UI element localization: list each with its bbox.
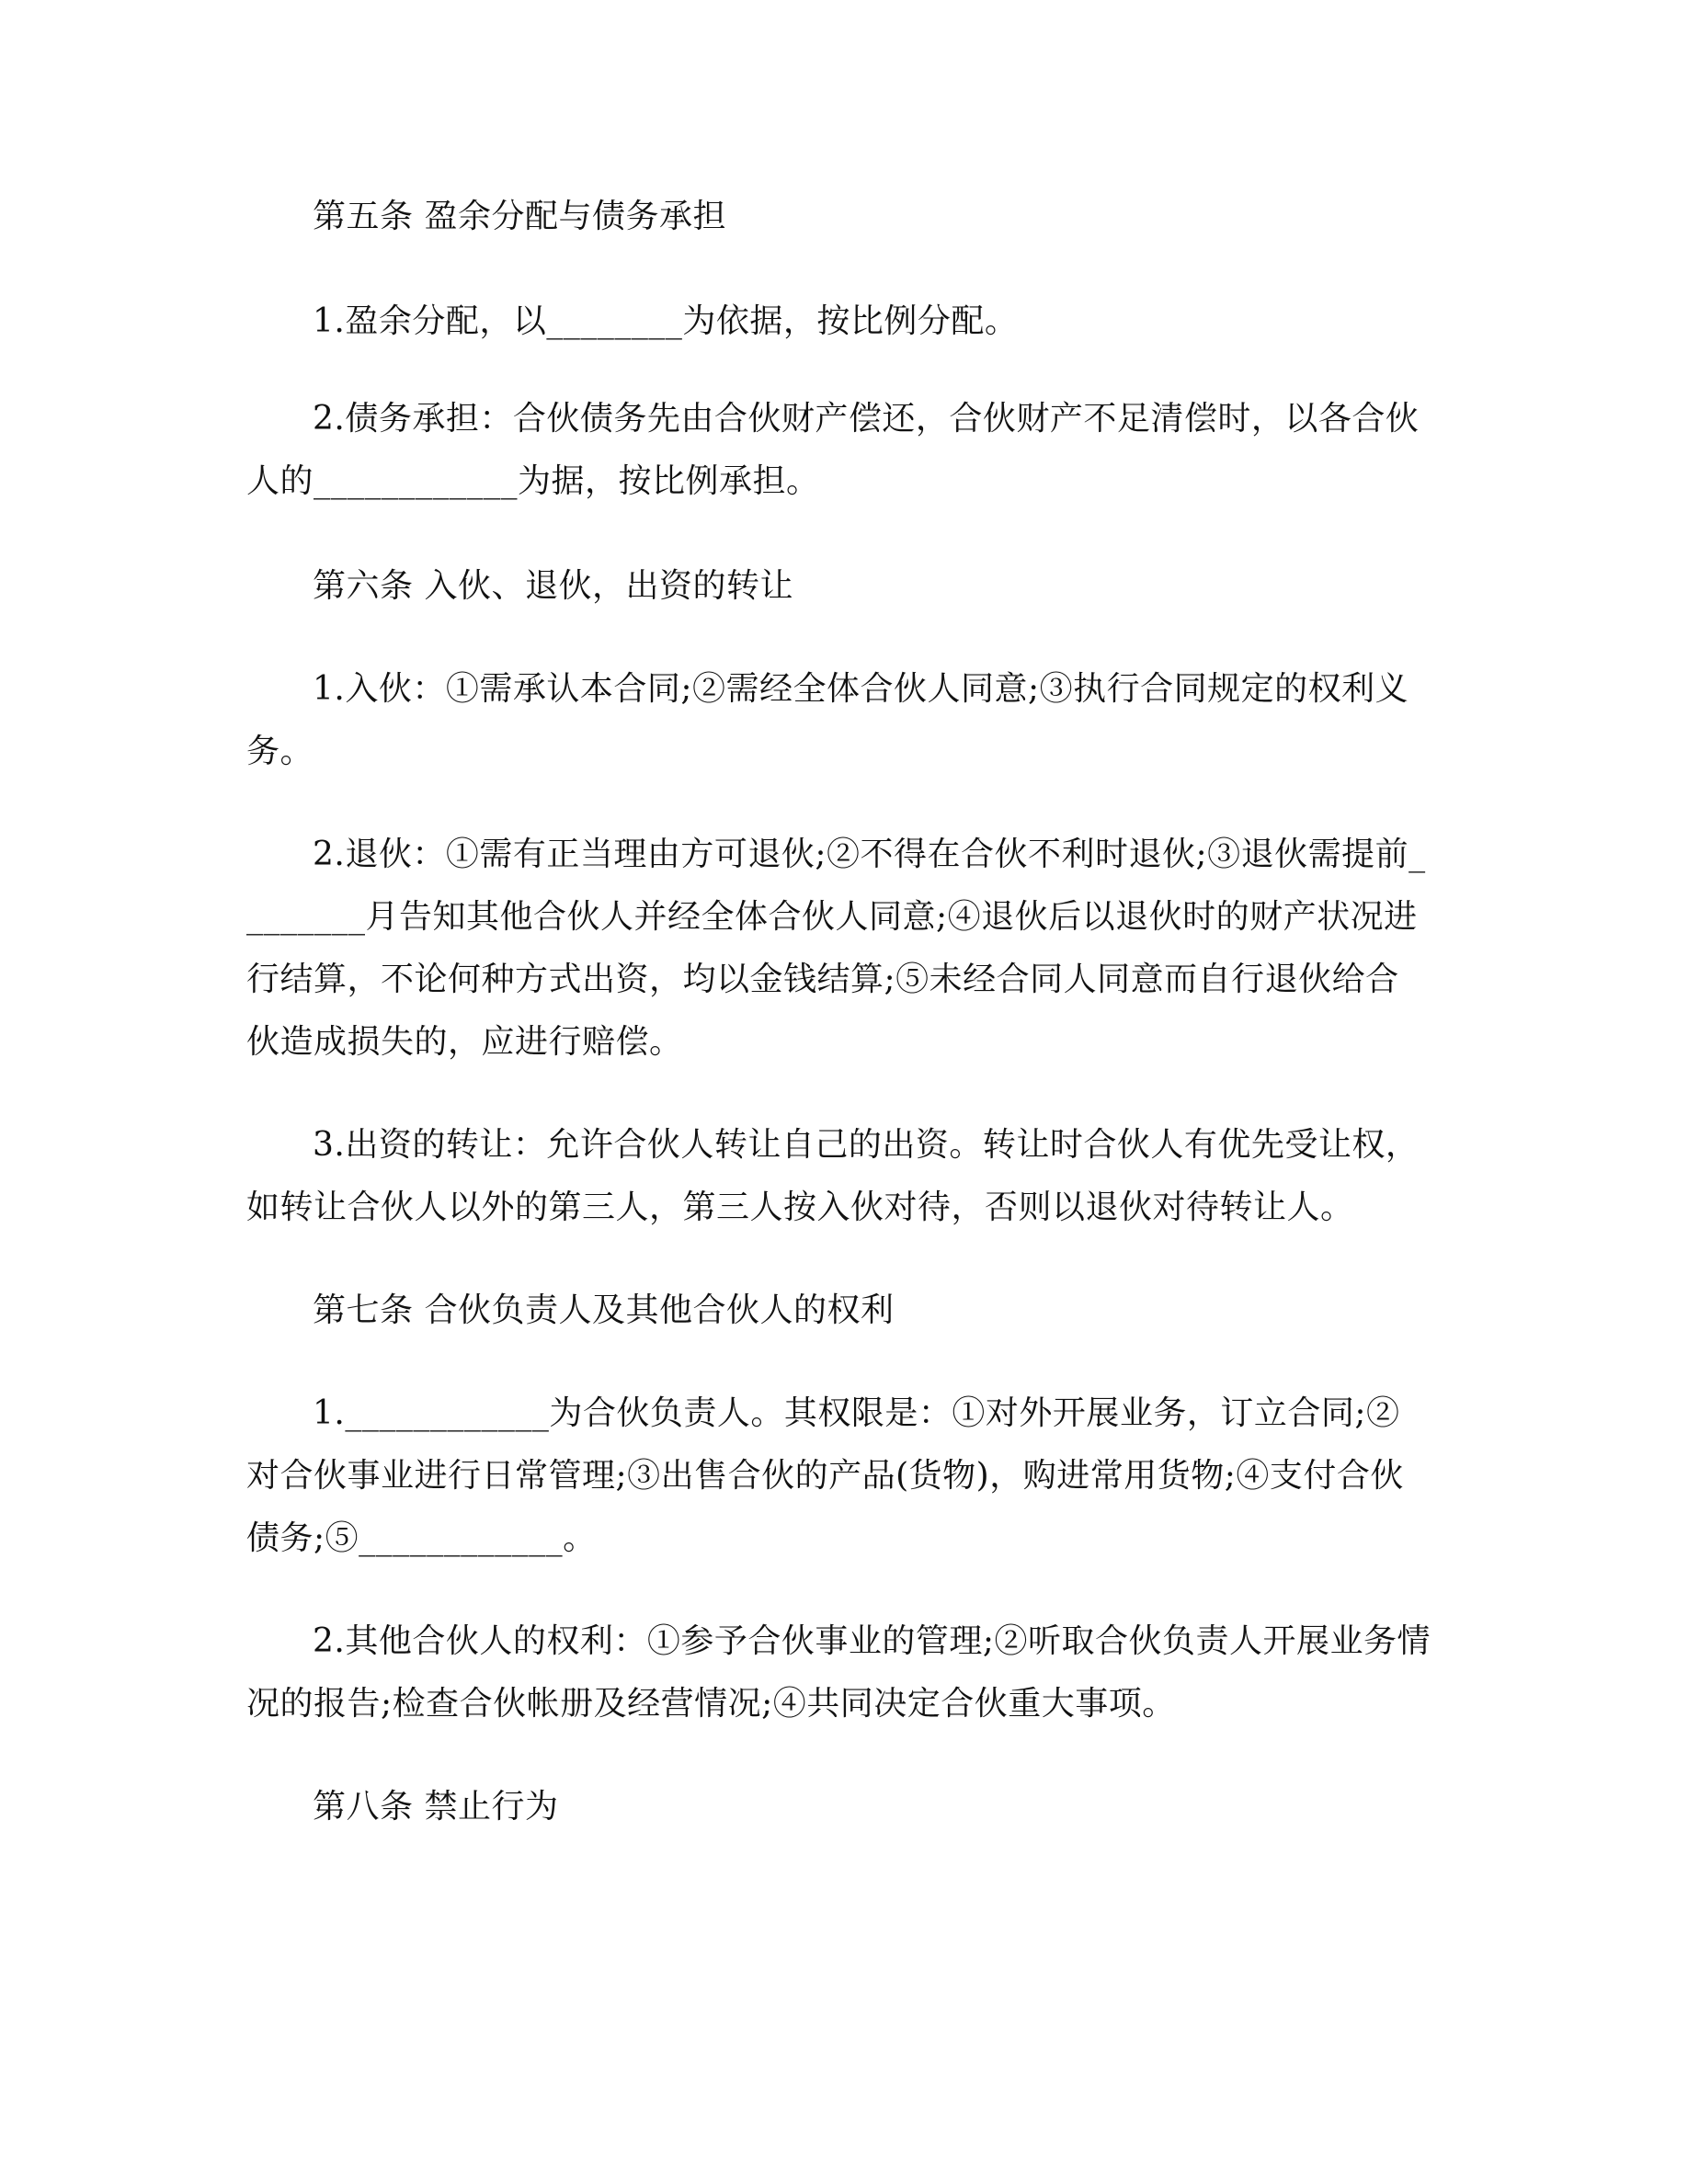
article-7-item-2: 2.其他合伙人的权利：①参予合伙事业的管理;②听取合伙负责人开展业务情况的报告;检查合伙帐册及经营情况;④共同决定合伙重大事项。 — [246, 1622, 1431, 1723]
article-7-item-1: 1.____________为合伙负责人。其权限是：①对外开展业务，订立合同;②对合伙事业进行日常管理;③出售合伙的产品(货物)，购进常用货物;④支付合伙债务;⑤____________。 — [246, 1394, 1404, 1557]
article-6-item-3: 3.出资的转让：允许合伙人转让自己的出资。转让时合伙人有优先受让权，如转让合伙人以外的第三人，第三人按入伙对待，否则以退伙对待转让人。 — [246, 1126, 1420, 1226]
article-5-item-1: 1.盈余分配，以________为依据，按比例分配。 — [313, 302, 1019, 340]
article-6-item-1: 1.入伙：①需承认本合同;②需经全体合伙人同意;③执行合同规定的权利义务。 — [246, 670, 1409, 770]
article-5-heading: 第五条 盈余分配与债务承担 — [313, 198, 726, 235]
article-7-heading: 第七条 合伙负责人及其他合伙人的权利 — [313, 1291, 895, 1329]
article-6-item-2: 2.退伙：①需有正当理由方可退伙;②不得在合伙不利时退伙;③退伙需提前________月告知其他合伙人并经全体合伙人同意;④退伙后以退伙时的财产状况进行结算，不论何种方式出资，均以金钱结算;⑤未经合同人同意而自行退伙给合伙造成损失的，应进行赔偿。 — [246, 836, 1426, 1061]
article-8-heading: 第八条 禁止行为 — [313, 1788, 559, 1826]
article-6-heading: 第六条 入伙、退伙，出资的转让 — [313, 567, 793, 605]
article-5-item-2: 2.债务承担：合伙债务先由合伙财产偿还，合伙财产不足清偿时，以各合伙人的____________为据，按比例承担。 — [246, 400, 1420, 500]
